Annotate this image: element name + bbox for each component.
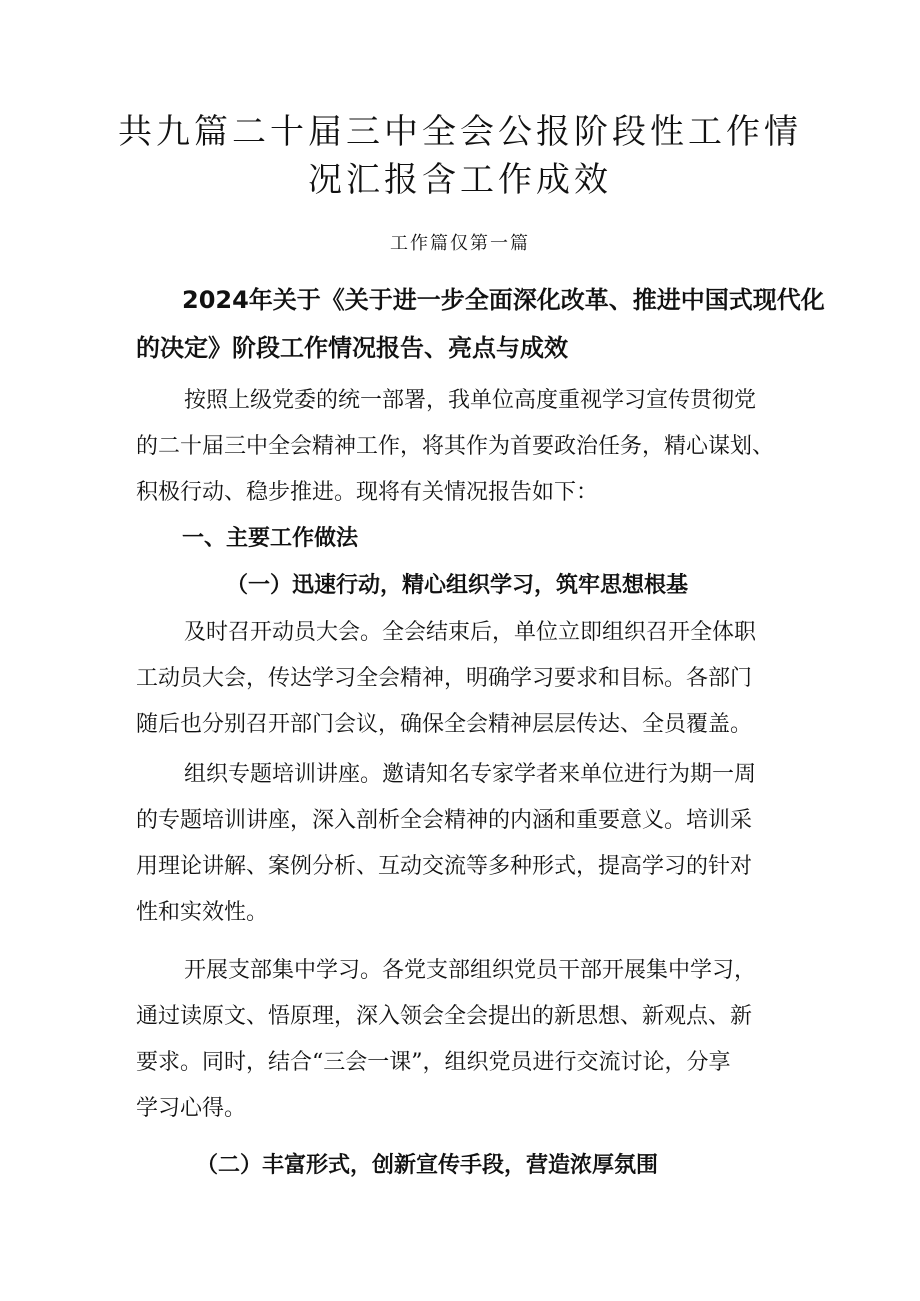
paragraph-line: 通过读原文、悟原理，深入领会全会提出的新思想、新观点、新 xyxy=(136,1004,753,1029)
paragraph-line: 随后也分别召开部门会议，确保全会精神层层传达、全员覆盖。 xyxy=(136,712,753,737)
paragraph-line: 工动员大会，传达学习全会精神，明确学习要求和目标。各部门 xyxy=(136,666,753,691)
section-heading-main-practices: 一、主要工作做法 xyxy=(182,526,359,551)
paragraph-branch-study xyxy=(136,948,798,1132)
paragraph-training-lecture xyxy=(136,752,798,936)
intro-line: 积极行动、稳步推进。现将有关情况报告如下： xyxy=(136,480,599,505)
document-title-line-2: 况汇报含工作成效 xyxy=(308,160,612,200)
report-heading-line-1: 2024年关于《关于进一步全面深化改革、推进中国式现代化 xyxy=(182,286,825,314)
document-title xyxy=(110,108,810,204)
intro-line: 的二十届三中全会精神工作，将其作为首要政治任务，精心谋划、 xyxy=(136,434,775,459)
subsection-heading-2: （二）丰富形式，创新宣传手段，营造浓厚氛围 xyxy=(196,1152,659,1178)
intro-line: 按照上级党委的统一部署，我单位高度重视学习宣传贯彻党 xyxy=(184,388,757,413)
paragraph-line: 要求。同时，结合“三会一课”，组织党员进行交流讨论，分享 xyxy=(136,1050,731,1075)
report-heading xyxy=(136,276,825,372)
paragraph-line: 性和实效性。 xyxy=(136,900,269,925)
paragraph-mobilization-meeting xyxy=(136,610,798,748)
subsection-heading-1: （一）迅速行动，精心组织学习，筑牢思想根基 xyxy=(226,572,689,598)
paragraph-line: 学习心得。 xyxy=(136,1096,247,1121)
paragraph-line: 组织专题培训讲座。邀请知名专家学者来单位进行为期一周 xyxy=(184,762,757,787)
paragraph-line: 及时召开动员大会。全会结束后，单位立即组织召开全体职 xyxy=(184,620,757,645)
paragraph-line: 开展支部集中学习。各党支部组织党员干部开展集中学习， xyxy=(184,958,757,983)
intro-paragraph xyxy=(136,378,798,516)
part-label: 工作篇仅第一篇 xyxy=(390,233,530,254)
document-title-line-1: 共九篇二十届三中全会公报阶段性工作情 xyxy=(118,112,802,152)
paragraph-line: 的专题培训讲座，深入剖析全会精神的内涵和重要意义。培训采 xyxy=(136,808,753,833)
paragraph-line: 用理论讲解、案例分析、互动交流等多种形式，提高学习的针对 xyxy=(136,854,753,879)
report-heading-line-2: 的决定》阶段工作情况报告、亮点与成效 xyxy=(136,334,568,362)
